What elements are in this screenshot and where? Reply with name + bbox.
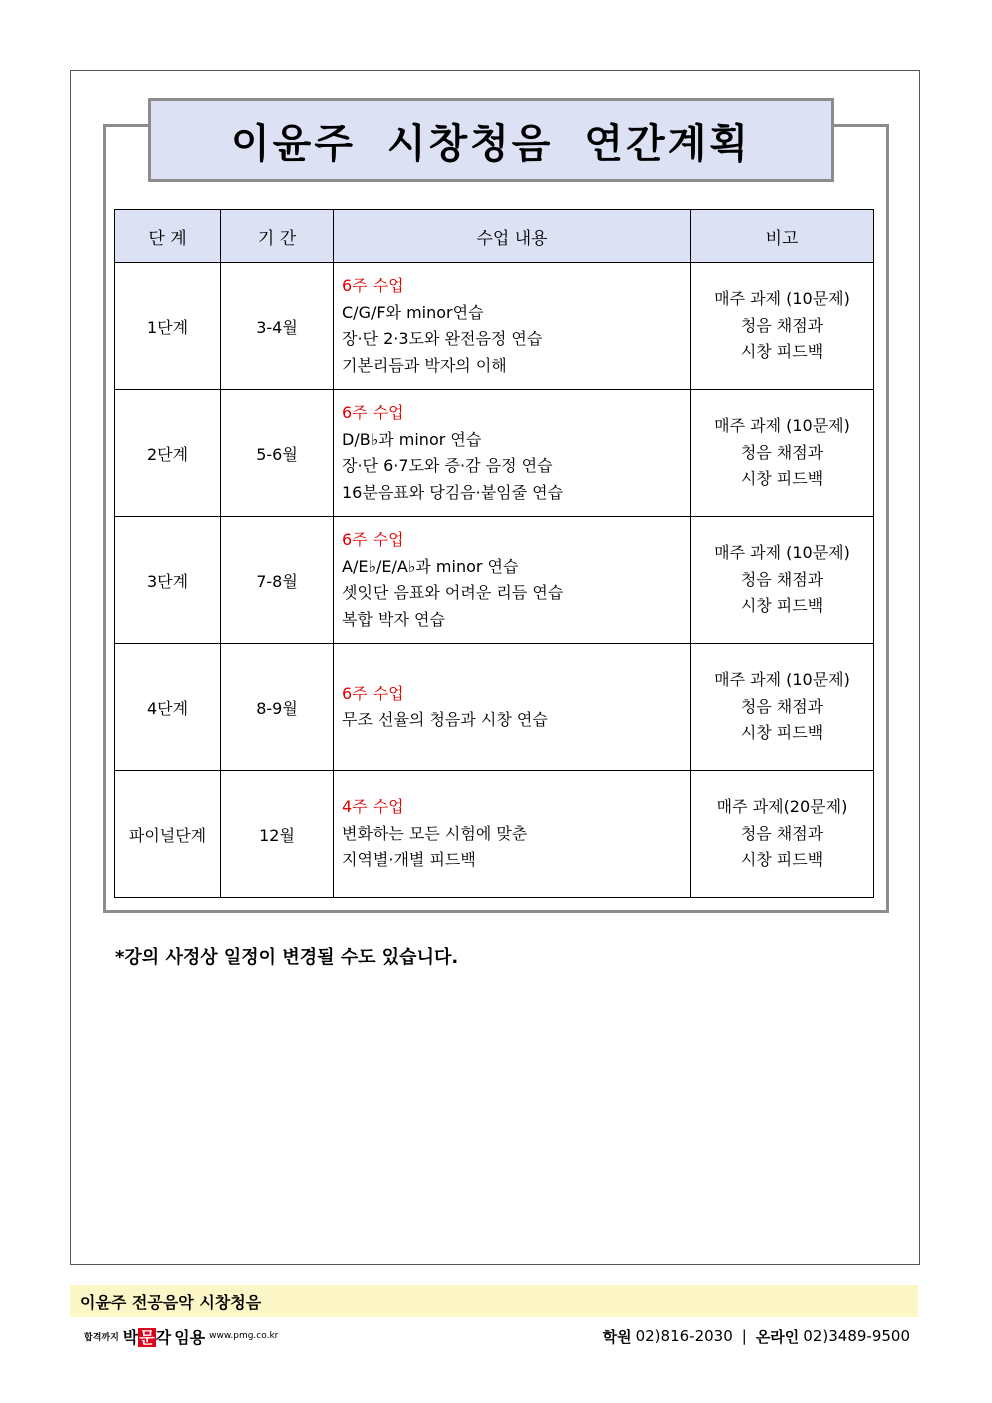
stage-cell: 3단계 <box>115 517 221 644</box>
note-line: 시창 피드백 <box>740 469 824 489</box>
table-row <box>115 390 874 517</box>
note-line: 매주 과제(20문제) <box>716 797 848 817</box>
period-cell: 12월 <box>221 771 334 898</box>
content-line: D/B♭과 minor 연습 <box>342 429 482 449</box>
schedule-footnote: *강의 사정상 일정이 변경될 수도 있습니다. <box>115 947 459 968</box>
content-cell <box>334 263 691 390</box>
note-cell <box>691 517 874 644</box>
content-line: 변화하는 모든 시험에 맞춘 <box>342 823 528 843</box>
stage-cell: 2단계 <box>115 390 221 517</box>
logo-brand <box>123 1325 171 1348</box>
note-line: 시창 피드백 <box>740 342 824 362</box>
logo-slogan: 합격까지 <box>84 1332 119 1343</box>
logo-website: www.pmg.co.kr <box>209 1331 279 1341</box>
note-line: 매주 과제 (10문제) <box>714 670 850 690</box>
note-line: 매주 과제 (10문제) <box>714 543 850 563</box>
note-line: 청음 채점과 <box>740 442 824 462</box>
note-cell <box>691 263 874 390</box>
table-row <box>115 263 874 390</box>
note-line: 시창 피드백 <box>740 723 824 743</box>
content-cell <box>334 644 691 771</box>
note-cell <box>691 771 874 898</box>
header-note: 비고 <box>691 210 874 263</box>
content-line: 지역별·개별 피드백 <box>342 850 476 870</box>
note-line: 시창 피드백 <box>740 596 824 616</box>
weeks-label: 6주 수업 <box>342 683 404 703</box>
header-period: 기 간 <box>221 210 334 263</box>
content-line: 장·단 2·3도와 완전음정 연습 <box>342 329 543 348</box>
footer-contact <box>603 1324 910 1348</box>
header-stage: 단 계 <box>115 210 221 263</box>
weeks-label: 6주 수업 <box>342 276 404 295</box>
stage-cell: 파이널단계 <box>115 771 221 898</box>
academy-phone: 02)816-2030 <box>635 1327 733 1345</box>
note-cell <box>691 644 874 771</box>
content-cell <box>334 517 691 644</box>
table-row <box>115 517 874 644</box>
content-line: C/G/F와 minor연습 <box>342 302 484 322</box>
footer-course-bar <box>70 1285 918 1317</box>
note-line: 시창 피드백 <box>740 850 824 870</box>
content-line: 복합 박자 연습 <box>342 609 445 629</box>
logo-brand-highlight: 문 <box>139 1327 155 1347</box>
weeks-label: 6주 수업 <box>342 403 404 422</box>
note-line: 매주 과제 (10문제) <box>714 416 850 436</box>
contact-separator: | <box>741 1327 747 1345</box>
period-cell: 7-8월 <box>221 517 334 644</box>
stage-cell: 1단계 <box>115 263 221 390</box>
online-label: 온라인 <box>755 1327 800 1346</box>
title-banner <box>148 98 834 182</box>
academy-label: 학원 <box>602 1327 632 1346</box>
note-line: 청음 채점과 <box>740 315 824 335</box>
note-line: 청음 채점과 <box>740 569 824 589</box>
online-phone: 02)3489-9500 <box>803 1327 910 1345</box>
publisher-logo <box>84 1324 278 1348</box>
table-header-row <box>115 210 874 263</box>
note-cell <box>691 390 874 517</box>
period-cell: 5-6월 <box>221 390 334 517</box>
period-cell: 3-4월 <box>221 263 334 390</box>
header-content: 수업 내용 <box>334 210 691 263</box>
content-line: 장·단 6·7도와 증·감 음정 연습 <box>342 456 553 475</box>
content-line: 무조 선율의 청음과 시창 연습 <box>342 710 548 729</box>
logo-brand-pre: 박 <box>122 1327 139 1347</box>
page-title: 이윤주 시창청음 연간계획 <box>231 120 751 167</box>
weeks-label: 4주 수업 <box>342 797 404 817</box>
plan-table <box>114 209 874 898</box>
logo-brand-sub: 임용 <box>174 1327 206 1347</box>
note-line: 청음 채점과 <box>740 696 824 716</box>
logo-brand-post: 각 <box>155 1327 172 1347</box>
weeks-label: 6주 수업 <box>342 530 404 549</box>
note-line: 청음 채점과 <box>740 823 824 843</box>
content-line: A/E♭/E/A♭과 minor 연습 <box>342 556 519 576</box>
table-row <box>115 644 874 771</box>
table-row <box>115 771 874 898</box>
period-cell: 8-9월 <box>221 644 334 771</box>
content-line: 셋잇단 음표와 어려운 리듬 연습 <box>342 583 564 602</box>
note-line: 매주 과제 (10문제) <box>714 289 850 309</box>
stage-cell: 4단계 <box>115 644 221 771</box>
content-cell <box>334 771 691 898</box>
content-line: 기본리듬과 박자의 이해 <box>342 355 507 375</box>
content-cell <box>334 390 691 517</box>
footer-course-title: 이윤주 전공음악 시창청음 <box>80 1292 262 1312</box>
content-line: 16분음표와 당김음·붙임줄 연습 <box>342 482 564 502</box>
